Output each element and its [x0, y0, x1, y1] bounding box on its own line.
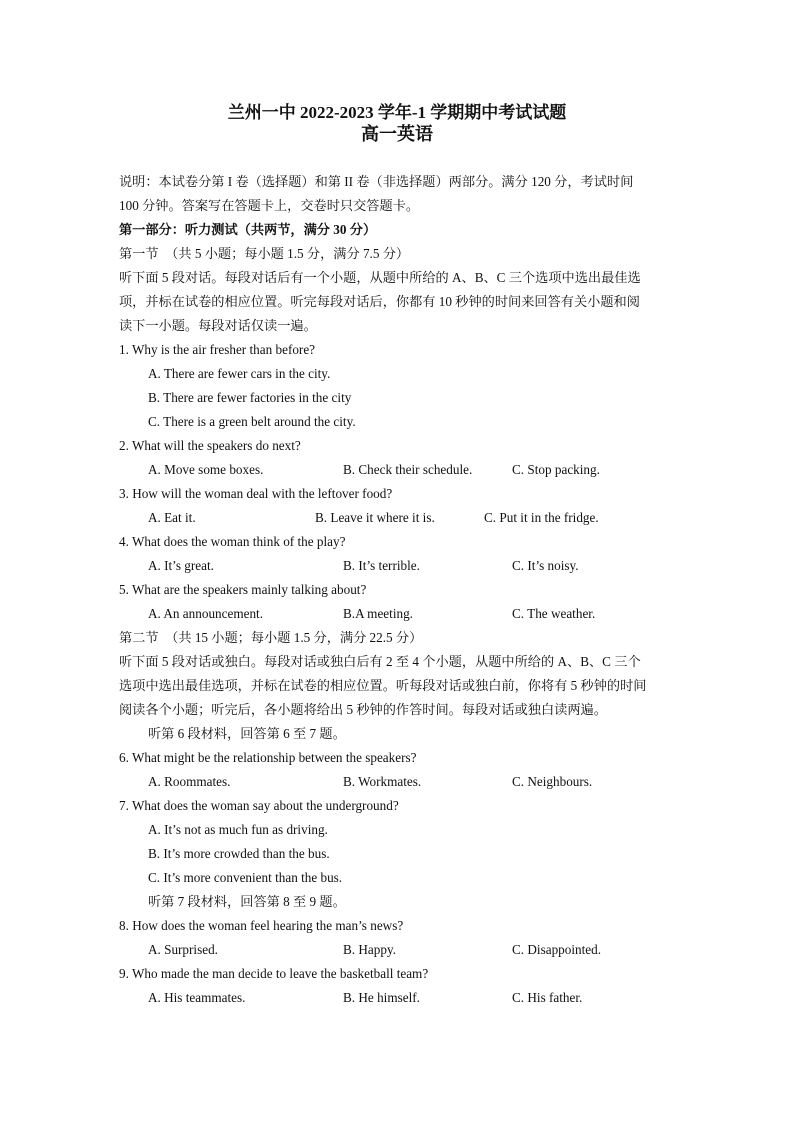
question-4: 4. What does the woman think of the play? [119, 534, 346, 549]
question-3-option-c: C. Put it in the fridge. [484, 510, 599, 525]
material-6-note: 听第 6 段材料，回答第 6 至 7 题。 [148, 726, 346, 741]
question-2-option-a: A. Move some boxes. [148, 462, 264, 477]
question-5-option-c: C. The weather. [512, 606, 596, 621]
material-7-note: 听第 7 段材料，回答第 8 至 9 题。 [148, 894, 346, 909]
question-7-option-b: B. It’s more crowded than the bus. [148, 846, 330, 861]
section1-intro-line-1: 听下面 5 段对话。每段对话后有一个小题，从题中所给的 A、B、C 三个选项中选出最佳选 [119, 270, 641, 285]
question-5-option-a: A. An announcement. [148, 606, 263, 621]
question-8-option-c: C. Disappointed. [512, 942, 602, 957]
question-1: 1. Why is the air fresher than before? [119, 342, 316, 357]
question-1-option-a: A. There are fewer cars in the city. [148, 366, 331, 381]
question-8-option-a: A. Surprised. [148, 942, 218, 957]
question-2-option-b: B. Check their schedule. [343, 462, 473, 477]
question-8: 8. How does the woman feel hearing the man’s news? [119, 918, 404, 933]
question-4-option-c: C. It’s noisy. [512, 558, 579, 573]
question-6-option-b: B. Workmates. [343, 774, 422, 789]
question-6-option-c: C. Neighbours. [512, 774, 593, 789]
section2-intro-line-2: 选项中选出最佳选项，并标在试卷的相应位置。听每段对话或独白前，你将有 5 秒钟的时间 [119, 678, 647, 693]
question-9-option-b: B. He himself. [343, 990, 420, 1005]
question-8-option-b: B. Happy. [343, 942, 396, 957]
question-9: 9. Who made the man decide to leave the basketball team? [119, 966, 429, 981]
section1-intro-line-3: 读下一小题。每段对话仅读一遍。 [119, 318, 317, 333]
question-3: 3. How will the woman deal with the leftover food? [119, 486, 393, 501]
question-3-option-b: B. Leave it where it is. [315, 510, 435, 525]
exam-subtitle: 高一英语 [361, 124, 433, 144]
question-6-option-a: A. Roommates. [148, 774, 231, 789]
question-7-option-a: A. It’s not as much fun as driving. [148, 822, 328, 837]
section2-heading: 第二节 （共 15 小题；每小题 1.5 分，满分 22.5 分） [119, 630, 423, 645]
question-2: 2. What will the speakers do next? [119, 438, 301, 453]
question-5-option-b: B.A meeting. [343, 606, 413, 621]
question-7: 7. What does the woman say about the underground? [119, 798, 399, 813]
instructions-line-1: 说明：本试卷分第 I 卷（选择题）和第 II 卷（非选择题）两部分。满分 120 分，考试时间 [119, 174, 634, 189]
question-3-option-a: A. Eat it. [148, 510, 196, 525]
question-2-option-c: C. Stop packing. [512, 462, 600, 477]
question-7-option-c: C. It’s more convenient than the bus. [148, 870, 343, 885]
question-1-option-b: B. There are fewer factories in the city [148, 390, 352, 405]
exam-title: 兰州一中 2022-2023 学年-1 学期期中考试试题 [227, 103, 567, 122]
section1-intro-line-2: 项，并标在试卷的相应位置。听完每段对话后，你都有 10 秒钟的时间来回答有关小题和阅 [119, 294, 640, 309]
question-4-option-b: B. It’s terrible. [343, 558, 420, 573]
question-5: 5. What are the speakers mainly talking about? [119, 582, 367, 597]
question-9-option-a: A. His teammates. [148, 990, 246, 1005]
question-4-option-a: A. It’s great. [148, 558, 214, 573]
section2-intro-line-1: 听下面 5 段对话或独白。每段对话或独白后有 2 至 4 个小题，从题中所给的 A、B、C 三个 [119, 654, 641, 669]
section1-heading: 第一节 （共 5 小题；每小题 1.5 分，满分 7.5 分） [119, 246, 410, 261]
question-9-option-c: C. His father. [512, 990, 583, 1005]
question-6: 6. What might be the relationship between the speakers? [119, 750, 417, 765]
part1-heading: 第一部分：听力测试（共两节，满分 30 分） [119, 222, 377, 237]
section2-intro-line-3: 阅读各个小题；听完后，各小题将给出 5 秒钟的作答时间。每段对话或独白读两遍。 [119, 702, 607, 717]
instructions-line-2: 100 分钟。答案写在答题卡上，交卷时只交答题卡。 [119, 198, 420, 213]
question-1-option-c: C. There is a green belt around the city. [148, 414, 356, 429]
